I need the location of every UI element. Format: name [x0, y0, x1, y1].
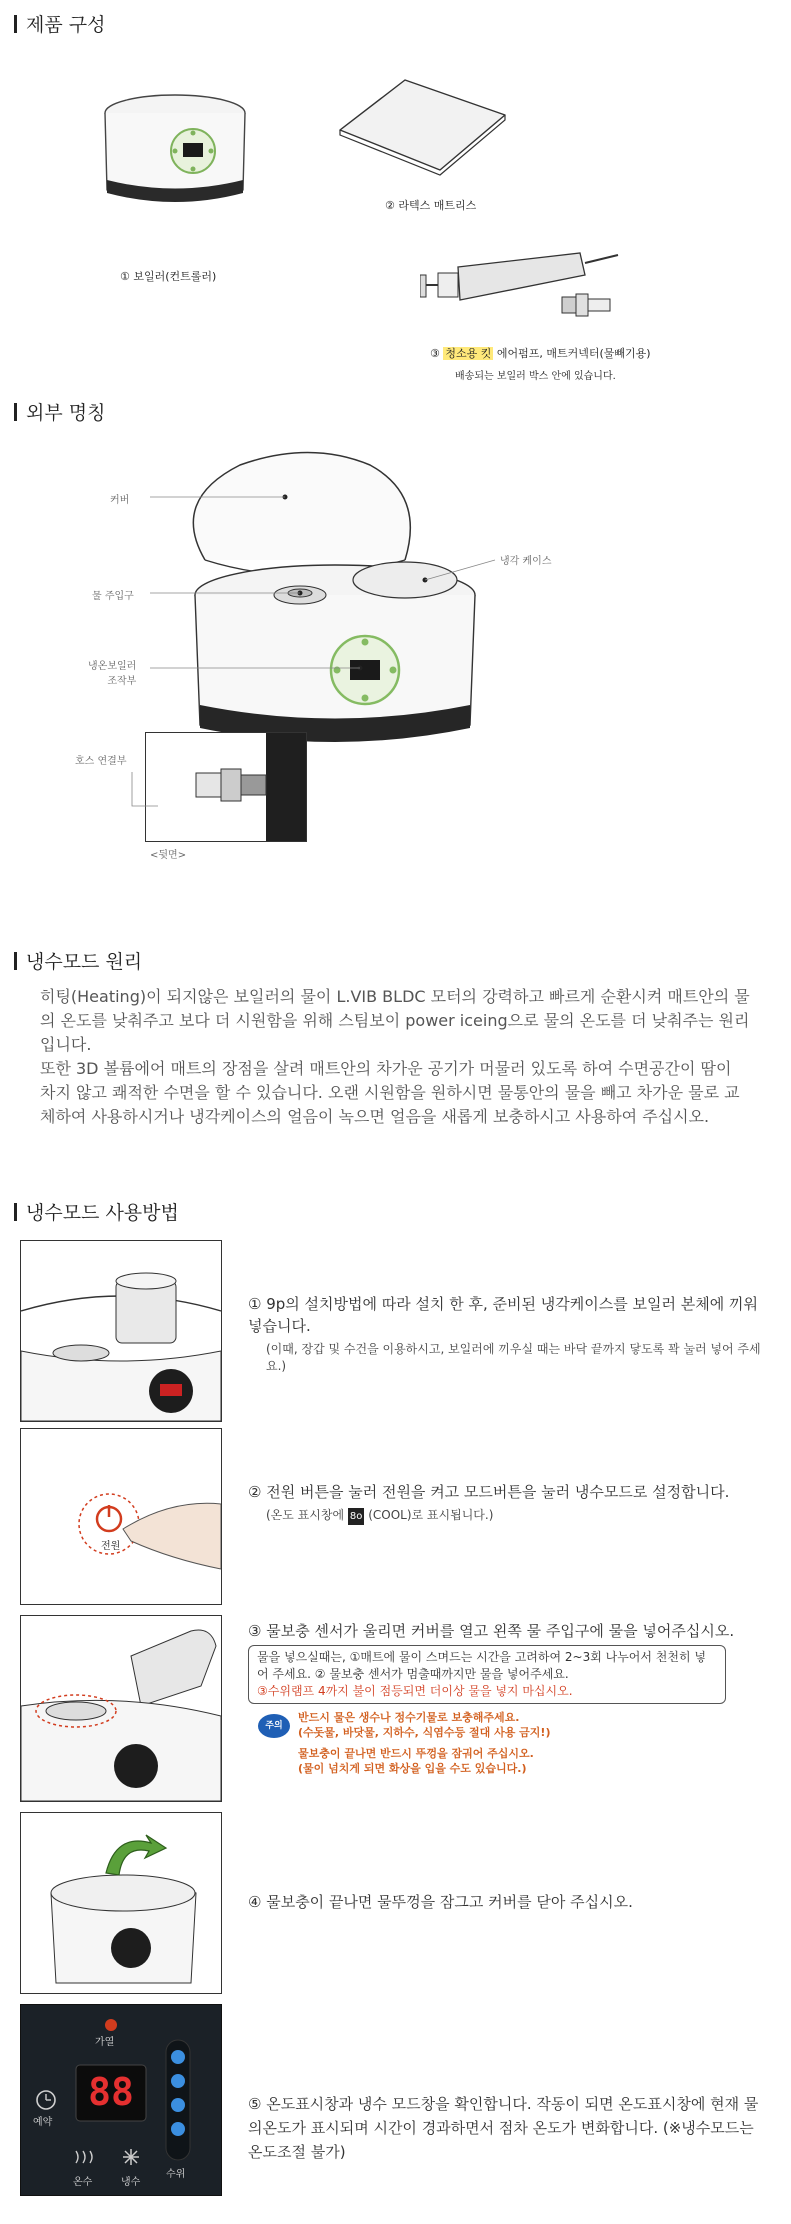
step3-illustration [20, 1615, 222, 1802]
step4-text: ④ 물보충이 끝나면 물뚜껑을 잠그고 커버를 닫아 주십시오. [248, 1893, 633, 1911]
step2-text: ② 전원 버튼을 눌러 전원을 켜고 모드버튼을 눌러 냉수모드로 설정합니다. [248, 1483, 730, 1501]
step5-text: ⑤ 온도표시창과 냉수 모드창을 확인합니다. 작동이 되면 온도표시창에 현재 물의온도가 표시되며 시간이 경과하면서 점차 온도가 변화합니다. (※냉수모드는 온도조절 불가) [248, 2095, 759, 2161]
principle-paragraph-2: 또한 3D 볼륨에어 매트의 장점을 살려 매트안의 차가운 공기가 머물러 있도록 하여 수면공간이 땀이 차지 않고 쾌적한 수면을 할 수 있습니다. 오랜 시원함을 원하시면 물통안의 물을 빼고 차가운 물로 교체하여 사용하시거나 냉각케이스의 얼음이 녹으면 얼음을 새롭게 보충하시고 사용하여 주십시오. [40, 1059, 740, 1126]
principle-title: 냉수모드 원리 [0, 947, 142, 974]
power-label: 전원 [101, 1541, 121, 1552]
step3-box-warning: ③수위램프 4까지 불이 점등되면 더이상 물을 넣지 마십시오. [257, 1684, 573, 1698]
mattress-illustration [335, 75, 510, 185]
step3-box-text: 물을 넣으실때는, ①매트에 물이 스며드는 시간을 고려하여 2~3회 나누어서 천천히 넣어 주세요. ② 물보충 센서가 멈출때까지만 물을 넣어주세요. [257, 1650, 706, 1681]
panel-power-label: 가열 [95, 2037, 115, 2048]
label-control: 냉온보일러 조작부 [88, 661, 137, 687]
warn-water-type: 반드시 물은 생수나 정수기물로 보충해주세요. (수돗물, 바닷물, 지하수, 식염수등 절대 사용 금지!) [298, 1711, 551, 1739]
step3-notice-box [248, 1645, 726, 1704]
exterior-title: 외부 명칭 [0, 398, 105, 425]
temperature-display: 88 [88, 2070, 134, 2114]
panel-level-label: 수위 [166, 2169, 186, 2180]
step3-text: ③ 물보충 센서가 울리면 커버를 열고 왼쪽 물 주입구에 물을 넣어주십시오. [248, 1622, 735, 1640]
step4-illustration [20, 1812, 222, 1994]
step2-note: (온도 표시창에 8o (COOL)로 표시됩니다.) [248, 1507, 768, 1525]
label-cover: 커버 [110, 495, 130, 506]
step4 [248, 1891, 768, 1913]
step2-illustration [20, 1428, 222, 1605]
usage-title: 냉수모드 사용방법 [0, 1198, 179, 1225]
cool-display-icon: 8o [348, 1508, 364, 1525]
label-back: <뒷면> [150, 850, 187, 861]
hose-inset [145, 732, 307, 842]
step1-text: ① 9p의 설치방법에 따라 설치 한 후, 준비된 냉각케이스를 보일러 본체에 끼워넣습니다. [248, 1295, 758, 1335]
panel-timer-label: 예약 [33, 2117, 53, 2128]
principle-paragraph-1: 히팅(Heating)이 되지않은 보일러의 물이 L.VIB BLDC 모터의 강력하고 빠르게 순환시켜 매트안의 물의 온도를 낮춰주고 보다 더 시원함을 위해 스팀보이 power iceing으로 물의 온도를 더 낮춰주는 원리입니다. [40, 987, 750, 1054]
step3 [248, 1620, 768, 1780]
label-water-inlet: 물 주입구 [92, 591, 134, 602]
step1-note: (이때, 장갑 및 수건을 이용하시고, 보일러에 끼우실 때는 바닥 끝까지 닿도록 꽉 눌러 넣어 주세요.) [266, 1342, 761, 1373]
step2 [248, 1481, 768, 1525]
hose-leader-line [130, 770, 160, 810]
mattress-caption: ② 라텍스 매트리스 [385, 199, 477, 212]
exterior-illustration [150, 440, 510, 760]
caution-badge-icon: 주의 [258, 1714, 290, 1738]
components-title: 제품 구성 [0, 10, 105, 37]
boiler-caption: ① 보일러(컨트롤러) [120, 270, 217, 283]
panel-cold-label: 냉수 [121, 2177, 141, 2188]
step1 [248, 1293, 768, 1375]
warn-lid: 물보충이 끝나면 반드시 뚜껑을 잠궈어 주십시오. (물이 넘치게 되면 화상을 입을 수도 있습니다.) [298, 1747, 534, 1775]
step5 [248, 2092, 768, 2164]
kit-caption: ③ 청소용 킷 에어펌프, 매트커넥터(물빼기용) [430, 347, 651, 360]
boiler-illustration [95, 85, 260, 225]
label-cooling-case: 냉각 케이스 [500, 556, 552, 567]
kit-note: 배송되는 보일러 박스 안에 있습니다. [455, 371, 616, 382]
step1-illustration [20, 1240, 222, 1422]
kit-name: 청소용 킷 [445, 347, 492, 360]
principle-text [40, 985, 750, 1129]
step5-control-panel [20, 2004, 222, 2196]
label-hose: 호스 연결부 [75, 756, 127, 767]
mat-connector-illustration [560, 285, 620, 325]
panel-warm-label: 온수 [73, 2177, 93, 2188]
